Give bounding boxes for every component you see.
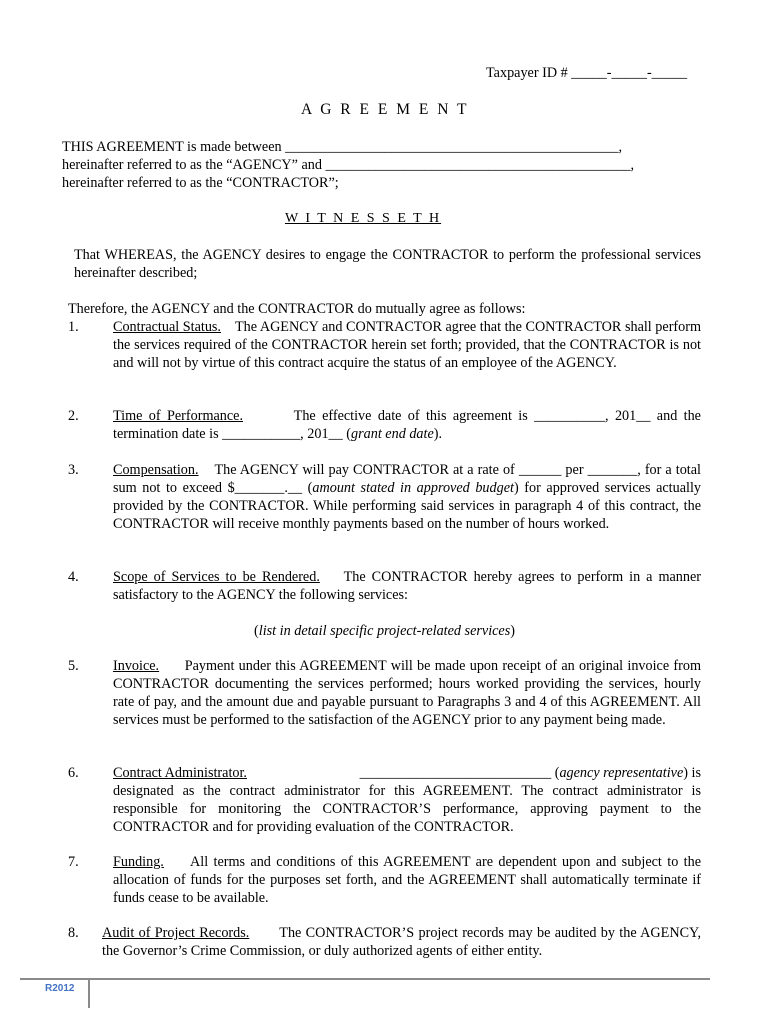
section-number: 2. [68,408,79,424]
section-number: 4. [68,569,79,585]
section-text: Payment under this AGREEMENT will be made upon receipt of an original invoice from CONTRACTOR documenting the services performed; hours worked providing the services, hourly rate of pay, and the amount due and payable pursuant to Paragraphs 3 and 4 of this AGREEMENT. All services must be performed to the satisfaction of the AGENCY prior to any payment being made. [113,658,702,728]
section-heading: Audit of Project Records. [102,925,250,941]
footer-divider [88,980,90,1008]
section-heading: Contractual Status. [113,319,221,335]
section-body [113,318,701,372]
section-first-line [113,764,701,782]
services-list-note [68,622,701,640]
section-body [113,853,701,907]
intro-line-2: hereinafter referred to as the “AGENCY” and ___________________________________________, [62,157,635,173]
witnesseth-heading: W I T N E S S E T H [284,211,442,226]
section-text: The CONTRACTOR hereby agrees to perform in a manner satisfactory to the AGENCY the following services: [113,569,701,603]
section-text: The AGENCY and CONTRACTOR agree that the CONTRACTOR shall perform the services required of the CONTRACTOR herein set forth; provided, that the CONTRACTOR is not and will not by virtue of this contract acquire the status of an employee of the AGENCY. [113,319,701,371]
section-heading: Contract Administrator. [113,765,247,781]
section-text: The CONTRACTOR’S project records may be audited by the AGENCY, the Governor’s Crime Commission, or duly authorized agents of either entity. [102,925,701,959]
agency-representative-field [360,764,701,782]
note-text: list in detail specific project-related services [258,623,511,639]
section-number: 8. [68,925,79,941]
section-heading: Compensation. [113,462,199,478]
section-text-end: ) for approved services actually provided by the CONTRACTOR. While performing said services in paragraph 4 of this contract, the CONTRACTOR will receive monthly payments based on the number of hours worked. [113,480,701,532]
section-body [113,568,701,604]
representative-blank: ___________________________ ( [359,765,560,781]
section-body [102,924,701,960]
footer-rule [20,978,710,980]
section-text: designated as the contract administrator for this AGREEMENT. The contract administrator is responsible for monitoring the CONTRACTOR’S performance, approving payment to the CONTRACTOR and for providing evaluation of the CONTRACTOR. [113,783,701,835]
whereas-paragraph: That WHEREAS, the AGENCY desires to engage the CONTRACTOR to perform the professional services hereinafter described; [74,247,701,281]
section-heading: Invoice. [113,658,160,674]
section-heading: Funding. [113,854,164,870]
note-paren-open: ( [254,623,259,639]
section-number: 3. [68,462,79,478]
note-paren-close: ) [510,623,515,639]
section-body [113,461,701,533]
section-italic-note: amount stated in approved budget [312,480,514,496]
section-heading: Time of Performance. [113,408,244,424]
section-body [113,764,701,836]
section-text: The effective date of this agreement is __________, 201__ and the termination date is ___________, 201__ ( [113,408,701,442]
section-text: The AGENCY will pay CONTRACTOR at a rate of ______ per _______, for a total sum not to exceed $_______.__ ( [113,462,701,496]
representative-note: agency representative [559,765,684,781]
section-body [113,407,701,443]
section-heading: Scope of Services to be Rendered. [113,569,320,585]
intro-line-3: hereinafter referred to as the “CONTRACTOR”; [62,175,339,191]
section-italic-note: grant end date [351,426,434,442]
representative-tail: ) is [683,765,701,781]
section-text: All terms and conditions of this AGREEMENT are dependent upon and subject to the allocation of funds for the purposes set forth, and the AGREEMENT shall automatically terminate if funds cease to be available. [113,854,702,906]
section-number: 6. [68,765,79,781]
intro-line-1: THIS AGREEMENT is made between _______________________________________________, [62,139,623,155]
section-number: 5. [68,658,79,674]
page-title: A G R E E M E N T [301,101,469,118]
section-number: 1. [68,319,79,335]
section-body [113,657,701,729]
section-text-end: ). [433,426,443,442]
taxpayer-id: Taxpayer ID # _____-_____-_____ [486,65,688,81]
revision-label: R2012 [45,983,75,994]
therefore-line: Therefore, the AGENCY and the CONTRACTOR do mutually agree as follows: [68,301,526,317]
section-number: 7. [68,854,79,870]
